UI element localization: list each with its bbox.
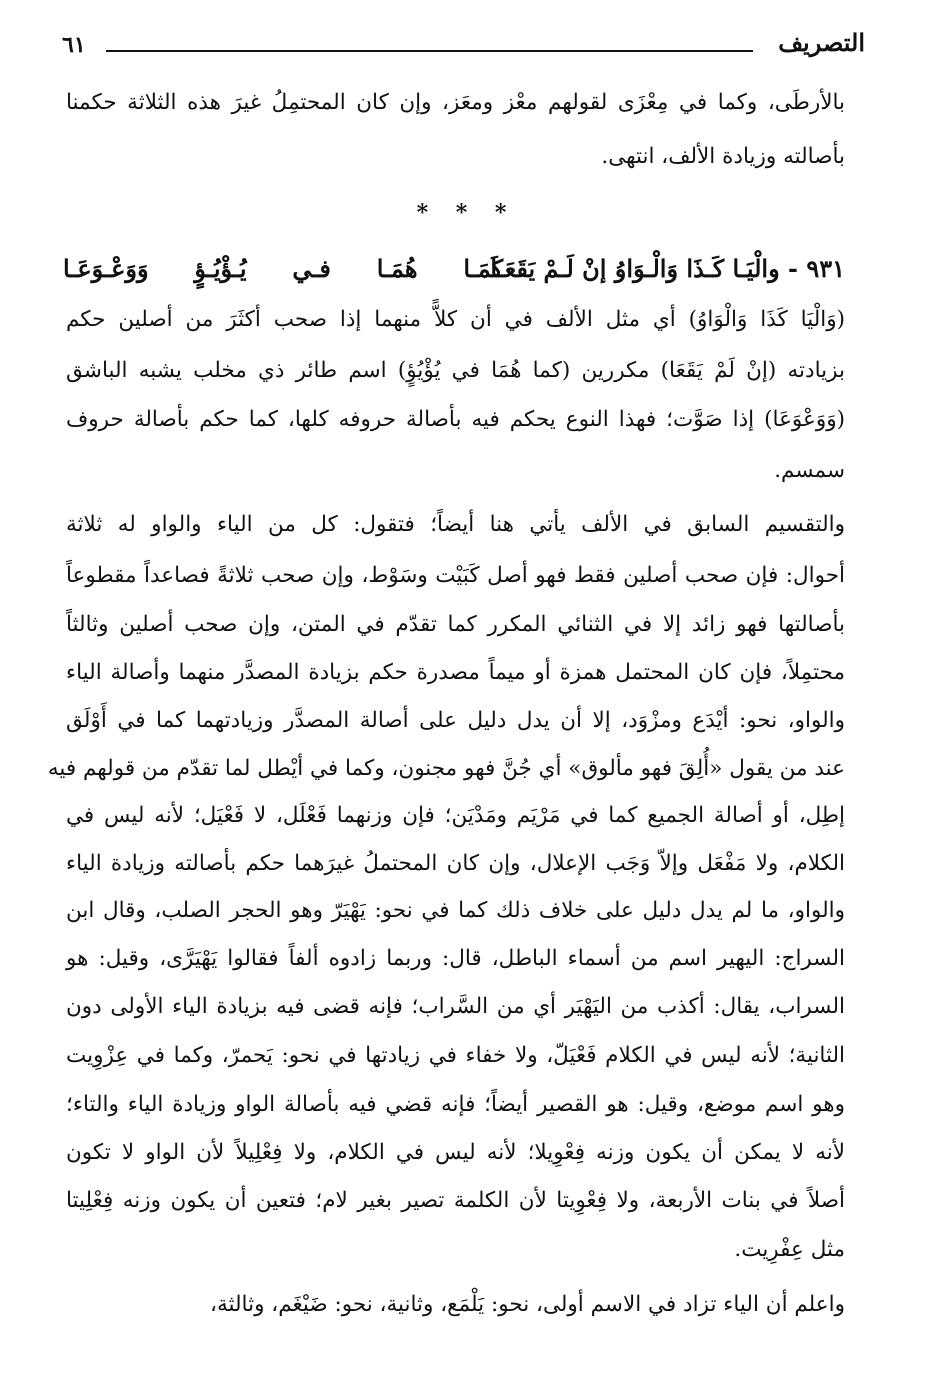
text-line: بزيادته (إنْ لَمْ يَقَعَا) مكررين (كما هُمَا في يُؤْيُؤٍ) اسم طائر ذي مخلب يشبه الباشق <box>66 358 845 383</box>
text-line: بأصالتها فهو زائد إلا في الثنائي المكرر كما تقدّم في المتن، وإن صحب أصلين وثالثاً <box>66 612 845 637</box>
section-divider-stars: * * * <box>416 200 517 226</box>
text-line: سمسم. <box>774 458 845 483</box>
text-line: أصلاً في بنات الأربعة، ولا فِعْوِيتا لأن الكلمة تصير بغير لام؛ فتعين أن يكون وزنه فِعْلِيتا <box>66 1188 845 1213</box>
verse-first-half: ٩٣١ - والْيَـا كَـذَا وَالْـوَاوُ إنْ لَـمْ يَقَعَـا <box>490 254 845 283</box>
text-line: الكلام، ولا مَفْعَل وإلاّ وَجَب الإعلال، وإن كان المحتملُ غيرَهما حكم بأصالته وزيادة الياء <box>66 851 845 876</box>
text-line: والتقسيم السابق في الألف يأتي هنا أيضاً؛ فتقول: كل من الياء والواو له ثلاثة <box>66 512 845 537</box>
section-title: التصريف <box>778 28 865 57</box>
text-line: (وَوَعْوَعَا) إذا صَوَّت؛ فهذا النوع يحكم فيه بأصالة حروفه كلها، كما حكم بأصالة حروف <box>66 407 845 432</box>
text-line: مثل عِفْرِيت. <box>734 1237 845 1262</box>
text-line: وهو اسم موضع، وقيل: هو القصير أيضاً؛ فإنه قضي فيه بأصالة الواو وزيادة الياء والتاء؛ <box>66 1092 845 1117</box>
text-line: بالأرطَى، وكما في مِعْزَى لقولهم معْز ومعَز، وإن كان المحتمِلُ غيرَ هذه الثلاثة حكمنا <box>66 90 845 115</box>
text-line: لأنه لا يمكن أن يكون وزنه فِعْوِيلا؛ لأنه ليس في الكلام، ولا فِعْلِيلاً لأن الواو لا تكون <box>66 1140 845 1165</box>
text-line: والواو، نحو: أيْدَع ومزْوَد، إلا أن يدل دليل على أصالة المصدَّر وزيادتهما كما في أَوْلَق <box>66 708 845 733</box>
text-line: عند من يقول «أُلِقَ فهو مألوق» أي جُنَّ فهو مجنون، وكما في أيْطل لما تقدّم من قولهم فيه <box>47 756 845 781</box>
header-rule <box>106 50 753 52</box>
text-line: بأصالته وزيادة الألف، انتهى. <box>601 144 845 169</box>
text-line: الثانية؛ لأنه ليس في الكلام فَعْيَلّ، ولا خفاء في زيادتها في نحو: يَحمرّ، وكما في عِزْوِيت <box>66 1043 845 1068</box>
text-line: السراب، يقال: أكذب من اليَهْيَر أي من السَّراب؛ فإنه قضى فيه بزيادة الياء الأولى دون <box>66 994 845 1019</box>
text-line: إطِل، أو أصالة الجميع كما في مَرْيَم ومَدْيَن؛ فإن وزنهما فَعْلَل، لا فَعْيَل؛ لأنه ليس في <box>66 803 845 828</box>
text-line: (وَالْيَا كَذَا وَالْوَاوُ) أي مثل الألف في أن كلاًّ منهما إذا صحب أكثَرَ من أصلين حكم <box>66 307 845 332</box>
text-line: أحوال: فإن صحب أصلين فقط فهو أصل كَبَيْت وسَوْط، وإن صحب ثلاثةً فصاعداً مقطوعاً <box>66 563 845 588</box>
page-number: ٦١ <box>62 32 86 58</box>
verse-second-half: كَمَـا هُمَـا فـي يُـؤْيُـؤٍ وَوَعْـوَعَـا <box>63 254 503 283</box>
text-line: واعلم أن الياء تزاد في الاسم أولى، نحو: يَلْمَع، وثانية، نحو: ضَيْغَم، وثالثة، <box>210 1292 845 1317</box>
page-header <box>62 28 865 64</box>
text-line: والواو، ما لم يدل دليل على خلاف ذلك كما في نحو: يَهْيَرّ وهو الحجر الصلب، وقال ابن <box>66 898 845 923</box>
text-line: السراج: اليهير اسم من أسماء الباطل، قال: وربما زادوه ألفاً فقالوا يَهْيَرَّى، وقيل: هو <box>66 946 845 971</box>
text-line: محتمِلاً، فإن كان المحتمل همزة أو ميماً مصدرة حكم بزيادة المصدَّر منهما وأصالة الياء <box>66 660 845 685</box>
